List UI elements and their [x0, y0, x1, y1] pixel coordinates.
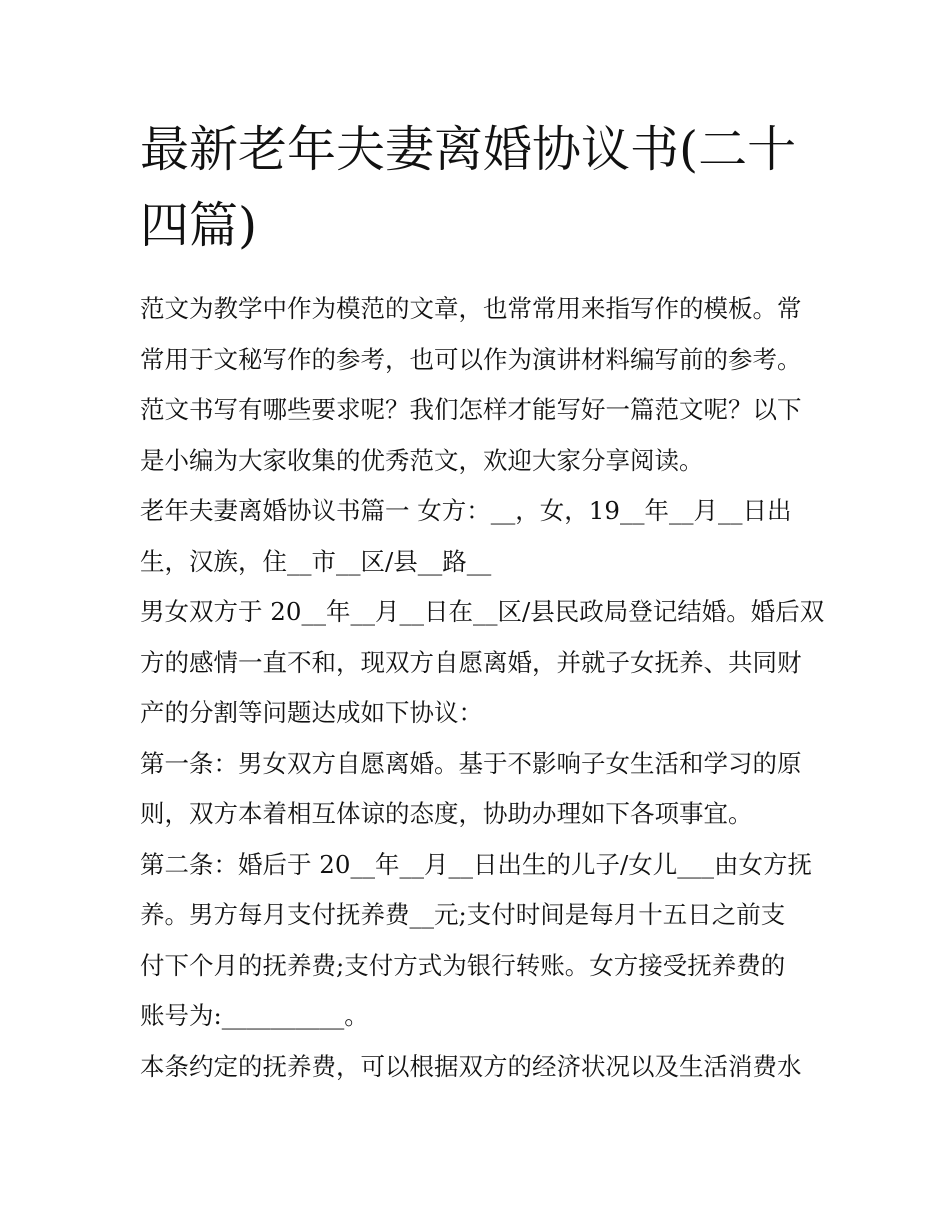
text-line: 男女双方于 20__年__月__日在__区/县民政局登记结婚。婚后双: [140, 597, 825, 626]
text-line: 产的分割等问题达成如下协议：: [140, 698, 483, 727]
text-line: 付下个月的抚养费;支付方式为银行转账。女方接受抚养费的: [140, 950, 786, 980]
text-line: 常用于文秘写作的参考，也可以作为演讲材料编写前的参考。: [140, 344, 802, 374]
text-line: 本条约定的抚养费，可以根据双方的经济状况以及生活消费水: [140, 1051, 802, 1081]
paragraph-article-1: [140, 739, 812, 840]
paragraph-article-2: [140, 840, 812, 1042]
title-line: 四篇): [140, 197, 258, 254]
text-line: 第一条：男女双方自愿离婚。基于不影响子女生活和学习的原: [140, 748, 802, 778]
document-body: [140, 112, 825, 1092]
paragraph-support-terms: [140, 1042, 812, 1093]
text-line: 范文书写有哪些要求呢？我们怎样才能写好一篇范文呢？以下: [140, 395, 802, 424]
text-line: 生，汉族，住__市__区/县__路__: [140, 546, 492, 576]
title-line: 最新老年夫妻离婚协议书(二十: [140, 121, 797, 178]
paragraph-marriage: [140, 587, 825, 739]
paragraph-intro: [140, 284, 812, 486]
text-line: 老年夫妻离婚协议书篇一 女方：__，女，19__年__月__日出: [140, 496, 792, 525]
text-line: 方的感情一直不和，现双方自愿离婚，并就子女抚养、共同财: [140, 647, 802, 677]
paragraph-parties: [140, 486, 812, 587]
document-title: [140, 112, 812, 264]
text-line: 是小编为大家收集的优秀范文，欢迎大家分享阅读。: [140, 445, 704, 475]
text-line: 范文为教学中作为模范的文章，也常常用来指写作的模板。常: [140, 294, 802, 323]
text-line: 养。男方每月支付抚养费__元;支付时间是每月十五日之前支: [140, 900, 786, 929]
text-line: 第二条：婚后于 20__年__月__日出生的儿子/女儿___由女方抚: [140, 849, 812, 879]
text-line: 账号为:__________。: [140, 1001, 369, 1030]
text-line: 则，双方本着相互体谅的态度，协助办理如下各项事宜。: [140, 799, 753, 828]
